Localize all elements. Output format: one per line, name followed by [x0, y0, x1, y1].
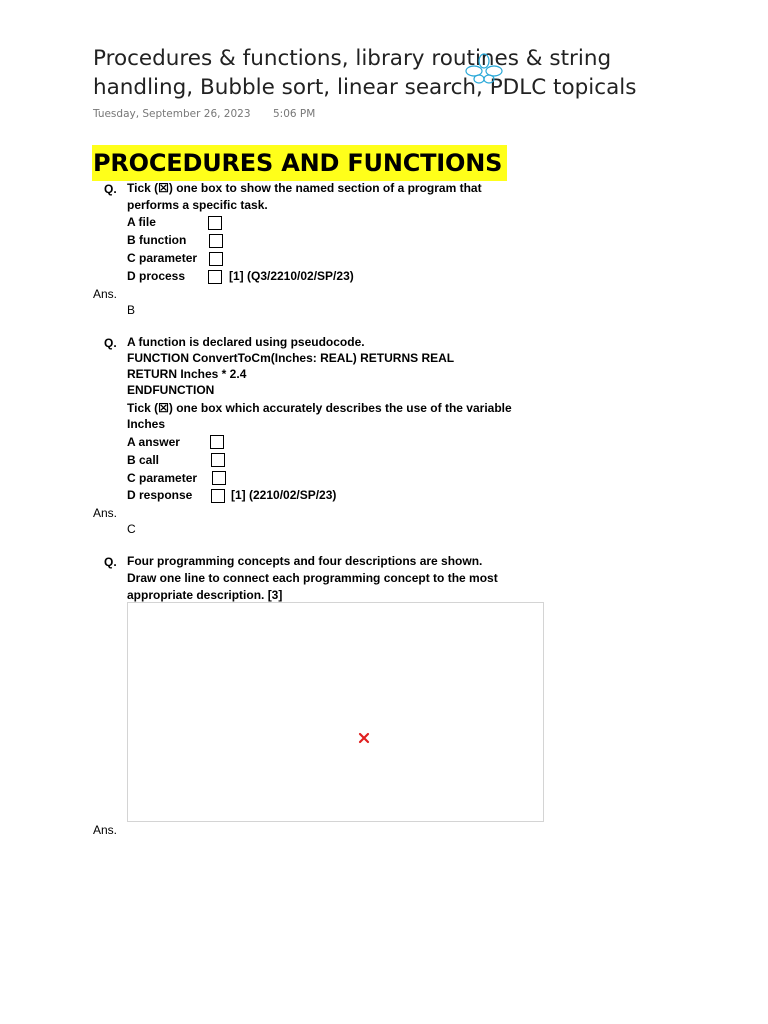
- option-label: A file: [127, 215, 156, 229]
- option-label: A answer: [127, 435, 180, 449]
- pseudocode-line: FUNCTION ConvertToCm(Inches: REAL) RETURNS REAL: [127, 351, 455, 365]
- mark-reference: [1] (2210/02/SP/23): [231, 488, 337, 502]
- question-marker: Q.: [104, 182, 117, 196]
- option-checkbox[interactable]: [208, 216, 222, 230]
- answer-value: B: [127, 303, 136, 317]
- question-text-line: A function is declared using pseudocode.: [127, 335, 365, 349]
- question-text-line: performs a specific task.: [127, 198, 268, 212]
- option-label: C parameter: [127, 251, 198, 265]
- option-checkbox[interactable]: [208, 270, 222, 284]
- pseudocode-line: RETURN Inches * 2.4: [127, 367, 247, 381]
- answer-label: Ans.: [93, 506, 118, 520]
- answer-label: Ans.: [93, 287, 118, 301]
- image-placeholder[interactable]: [127, 602, 544, 822]
- section-heading: PROCEDURES AND FUNCTIONS: [92, 145, 507, 181]
- flower-icon: [463, 52, 505, 86]
- option-label: B call: [127, 453, 160, 467]
- question-text-line: Four programming concepts and four descriptions are shown.: [127, 554, 483, 568]
- mark-reference: [1] (Q3/2210/02/SP/23): [229, 269, 354, 283]
- option-checkbox[interactable]: [210, 435, 224, 449]
- question-marker: Q.: [104, 555, 117, 569]
- option-checkbox[interactable]: [211, 489, 225, 503]
- question-text-line: appropriate description. [3]: [127, 588, 283, 602]
- option-label: D response: [127, 488, 193, 502]
- question-text-line: Tick (☒) one box which accurately describes the use of the variable: [127, 401, 512, 415]
- page-title: Procedures & functions, library routines & string handling, Bubble sort, linear search, PDLC topicals: [93, 46, 637, 100]
- question-text-line: Draw one line to connect each programming concept to the most: [127, 571, 498, 585]
- page-time: 5:06 PM: [273, 108, 316, 120]
- page-date: Tuesday, September 26, 2023: [93, 108, 251, 120]
- question-text-line: Tick (☒) one box to show the named section of a program that: [127, 181, 482, 195]
- answer-label: Ans.: [93, 823, 118, 837]
- broken-image-icon: [358, 732, 370, 744]
- option-label: D process: [127, 269, 186, 283]
- option-label: C parameter: [127, 471, 198, 485]
- option-checkbox[interactable]: [212, 471, 226, 485]
- option-checkbox[interactable]: [211, 453, 225, 467]
- option-label: B function: [127, 233, 187, 247]
- pseudocode-line: ENDFUNCTION: [127, 383, 215, 397]
- question-marker: Q.: [104, 336, 117, 350]
- option-checkbox[interactable]: [209, 234, 223, 248]
- answer-value: C: [127, 522, 136, 536]
- question-text-line: Inches: [127, 417, 166, 431]
- option-checkbox[interactable]: [209, 252, 223, 266]
